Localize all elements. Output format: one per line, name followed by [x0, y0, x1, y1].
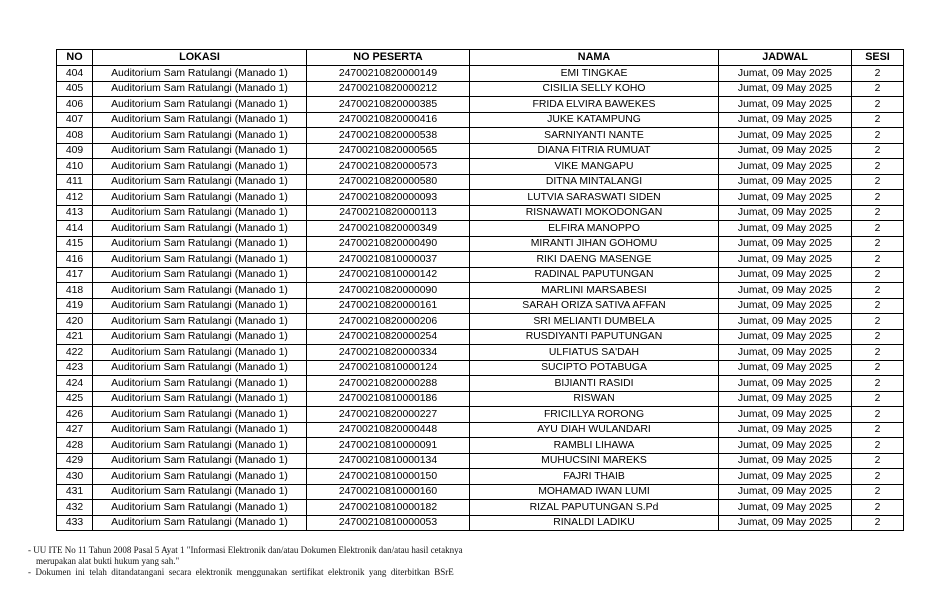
cell-jadwal: Jumat, 09 May 2025: [719, 143, 852, 159]
cell-lokasi: Auditorium Sam Ratulangi (Manado 1): [93, 345, 307, 361]
table-row: [57, 190, 904, 206]
header-row: [57, 50, 904, 66]
table-row: [57, 205, 904, 221]
cell-no: 420: [57, 314, 93, 330]
cell-lokasi: Auditorium Sam Ratulangi (Manado 1): [93, 469, 307, 485]
cell-lokasi: Auditorium Sam Ratulangi (Manado 1): [93, 221, 307, 237]
cell-lokasi: Auditorium Sam Ratulangi (Manado 1): [93, 453, 307, 469]
table-row: [57, 143, 904, 159]
cell-lokasi: Auditorium Sam Ratulangi (Manado 1): [93, 66, 307, 82]
cell-nama: RIKI DAENG MASENGE: [470, 252, 719, 268]
cell-sesi: 2: [852, 81, 904, 97]
table-row: [57, 283, 904, 299]
table-row: [57, 267, 904, 283]
cell-no-peserta: 24700210820000538: [307, 128, 470, 144]
cell-jadwal: Jumat, 09 May 2025: [719, 159, 852, 175]
cell-no: 425: [57, 391, 93, 407]
cell-no-peserta: 24700210810000160: [307, 484, 470, 500]
cell-no: 415: [57, 236, 93, 252]
cell-lokasi: Auditorium Sam Ratulangi (Manado 1): [93, 314, 307, 330]
cell-nama: SARAH ORIZA SATIVA AFFAN: [470, 298, 719, 314]
cell-no-peserta: 24700210820000161: [307, 298, 470, 314]
cell-no-peserta: 24700210820000448: [307, 422, 470, 438]
cell-no-peserta: 24700210820000090: [307, 283, 470, 299]
cell-lokasi: Auditorium Sam Ratulangi (Manado 1): [93, 190, 307, 206]
cell-sesi: 2: [852, 515, 904, 531]
cell-sesi: 2: [852, 391, 904, 407]
cell-jadwal: Jumat, 09 May 2025: [719, 453, 852, 469]
cell-no-peserta: 24700210810000186: [307, 391, 470, 407]
cell-no-peserta: 24700210810000124: [307, 360, 470, 376]
cell-jadwal: Jumat, 09 May 2025: [719, 360, 852, 376]
cell-jadwal: Jumat, 09 May 2025: [719, 329, 852, 345]
cell-no: 422: [57, 345, 93, 361]
table-row: [57, 112, 904, 128]
cell-no: 410: [57, 159, 93, 175]
cell-sesi: 2: [852, 298, 904, 314]
participant-schedule-table: [56, 49, 904, 531]
cell-lokasi: Auditorium Sam Ratulangi (Manado 1): [93, 360, 307, 376]
table-row: [57, 391, 904, 407]
cell-no-peserta: 24700210820000206: [307, 314, 470, 330]
cell-jadwal: Jumat, 09 May 2025: [719, 112, 852, 128]
cell-no: 417: [57, 267, 93, 283]
cell-no: 423: [57, 360, 93, 376]
cell-nama: SUCIPTO POTABUGA: [470, 360, 719, 376]
table-row: [57, 345, 904, 361]
cell-nama: AYU DIAH WULANDARI: [470, 422, 719, 438]
cell-nama: RISNAWATI MOKODONGAN: [470, 205, 719, 221]
cell-no: 411: [57, 174, 93, 190]
table-row: [57, 252, 904, 268]
cell-no: 428: [57, 438, 93, 454]
cell-jadwal: Jumat, 09 May 2025: [719, 66, 852, 82]
cell-jadwal: Jumat, 09 May 2025: [719, 515, 852, 531]
cell-no-peserta: 24700210810000182: [307, 500, 470, 516]
cell-nama: FAJRI THAIB: [470, 469, 719, 485]
cell-no-peserta: 24700210810000091: [307, 438, 470, 454]
cell-nama: LUTVIA SARASWATI SIDEN: [470, 190, 719, 206]
cell-sesi: 2: [852, 469, 904, 485]
cell-sesi: 2: [852, 500, 904, 516]
cell-jadwal: Jumat, 09 May 2025: [719, 221, 852, 237]
cell-sesi: 2: [852, 66, 904, 82]
header-no: NO: [57, 50, 93, 66]
cell-sesi: 2: [852, 376, 904, 392]
cell-no-peserta: 24700210820000349: [307, 221, 470, 237]
cell-no: 418: [57, 283, 93, 299]
table-row: [57, 407, 904, 423]
cell-jadwal: Jumat, 09 May 2025: [719, 252, 852, 268]
table-row: [57, 376, 904, 392]
cell-jadwal: Jumat, 09 May 2025: [719, 205, 852, 221]
legal-footnotes: [28, 545, 908, 578]
cell-lokasi: Auditorium Sam Ratulangi (Manado 1): [93, 515, 307, 531]
table-row: [57, 484, 904, 500]
cell-no: 433: [57, 515, 93, 531]
cell-nama: MOHAMAD IWAN LUMI: [470, 484, 719, 500]
cell-sesi: 2: [852, 329, 904, 345]
cell-no: 424: [57, 376, 93, 392]
cell-no: 431: [57, 484, 93, 500]
footnote-ite-law: - UU ITE No 11 Tahun 2008 Pasal 5 Ayat 1 "Informasi Elektronik dan/atau Dokumen Elektronik dan/atau hasil cetaknya: [28, 545, 463, 555]
cell-nama: RADINAL PAPUTUNGAN: [470, 267, 719, 283]
cell-no: 427: [57, 422, 93, 438]
cell-no-peserta: 24700210810000053: [307, 515, 470, 531]
cell-sesi: 2: [852, 97, 904, 113]
cell-lokasi: Auditorium Sam Ratulangi (Manado 1): [93, 283, 307, 299]
header-lokasi: LOKASI: [93, 50, 307, 66]
cell-lokasi: Auditorium Sam Ratulangi (Manado 1): [93, 422, 307, 438]
cell-sesi: 2: [852, 267, 904, 283]
cell-lokasi: Auditorium Sam Ratulangi (Manado 1): [93, 252, 307, 268]
cell-no-peserta: 24700210820000093: [307, 190, 470, 206]
cell-sesi: 2: [852, 112, 904, 128]
cell-no-peserta: 24700210820000573: [307, 159, 470, 175]
table-row: [57, 500, 904, 516]
cell-no-peserta: 24700210820000580: [307, 174, 470, 190]
cell-lokasi: Auditorium Sam Ratulangi (Manado 1): [93, 205, 307, 221]
cell-nama: DIANA FITRIA RUMUAT: [470, 143, 719, 159]
footnote-ite-law-continued: merupakan alat bukti hukum yang sah.": [36, 556, 180, 566]
table-row: [57, 221, 904, 237]
cell-no: 430: [57, 469, 93, 485]
cell-nama: JUKE KATAMPUNG: [470, 112, 719, 128]
cell-no-peserta: 24700210820000149: [307, 66, 470, 82]
cell-nama: ULFIATUS SA'DAH: [470, 345, 719, 361]
cell-sesi: 2: [852, 283, 904, 299]
cell-no: 404: [57, 66, 93, 82]
cell-sesi: 2: [852, 205, 904, 221]
cell-jadwal: Jumat, 09 May 2025: [719, 376, 852, 392]
cell-nama: DITNA MINTALANGI: [470, 174, 719, 190]
cell-no: 409: [57, 143, 93, 159]
cell-nama: ELFIRA MANOPPO: [470, 221, 719, 237]
cell-no-peserta: 24700210820000227: [307, 407, 470, 423]
cell-sesi: 2: [852, 252, 904, 268]
cell-nama: FRIDA ELVIRA BAWEKES: [470, 97, 719, 113]
cell-lokasi: Auditorium Sam Ratulangi (Manado 1): [93, 298, 307, 314]
cell-no-peserta: 24700210810000037: [307, 252, 470, 268]
cell-jadwal: Jumat, 09 May 2025: [719, 391, 852, 407]
table-row: [57, 298, 904, 314]
cell-jadwal: Jumat, 09 May 2025: [719, 314, 852, 330]
cell-nama: FRICILLYA RORONG: [470, 407, 719, 423]
cell-lokasi: Auditorium Sam Ratulangi (Manado 1): [93, 391, 307, 407]
header-nama: NAMA: [470, 50, 719, 66]
table-header: [57, 50, 904, 66]
table-row: [57, 174, 904, 190]
cell-sesi: 2: [852, 453, 904, 469]
cell-sesi: 2: [852, 360, 904, 376]
table-body: [57, 66, 904, 531]
cell-no-peserta: 24700210810000150: [307, 469, 470, 485]
cell-jadwal: Jumat, 09 May 2025: [719, 438, 852, 454]
cell-no: 419: [57, 298, 93, 314]
cell-lokasi: Auditorium Sam Ratulangi (Manado 1): [93, 159, 307, 175]
table-row: [57, 314, 904, 330]
cell-no: 406: [57, 97, 93, 113]
header-sesi: SESI: [852, 50, 904, 66]
cell-jadwal: Jumat, 09 May 2025: [719, 422, 852, 438]
table-row: [57, 360, 904, 376]
table-row: [57, 438, 904, 454]
cell-sesi: 2: [852, 128, 904, 144]
cell-jadwal: Jumat, 09 May 2025: [719, 267, 852, 283]
cell-jadwal: Jumat, 09 May 2025: [719, 298, 852, 314]
cell-no: 416: [57, 252, 93, 268]
cell-no-peserta: 24700210820000385: [307, 97, 470, 113]
table-row: [57, 329, 904, 345]
table-row: [57, 422, 904, 438]
cell-no-peserta: 24700210810000134: [307, 453, 470, 469]
cell-lokasi: Auditorium Sam Ratulangi (Manado 1): [93, 236, 307, 252]
cell-lokasi: Auditorium Sam Ratulangi (Manado 1): [93, 500, 307, 516]
footnote-electronic-signature: - Dokumen ini telah ditandatangani secara elektronik menggunakan sertifikat elektronik yang diterbitkan BSrE: [28, 567, 454, 577]
cell-lokasi: Auditorium Sam Ratulangi (Manado 1): [93, 81, 307, 97]
table-row: [57, 128, 904, 144]
cell-nama: EMI TINGKAE: [470, 66, 719, 82]
cell-lokasi: Auditorium Sam Ratulangi (Manado 1): [93, 128, 307, 144]
cell-no-peserta: 24700210820000334: [307, 345, 470, 361]
cell-lokasi: Auditorium Sam Ratulangi (Manado 1): [93, 376, 307, 392]
cell-no: 412: [57, 190, 93, 206]
cell-nama: SRI MELIANTI DUMBELA: [470, 314, 719, 330]
cell-sesi: 2: [852, 159, 904, 175]
cell-nama: SARNIYANTI NANTE: [470, 128, 719, 144]
cell-jadwal: Jumat, 09 May 2025: [719, 97, 852, 113]
cell-no: 429: [57, 453, 93, 469]
cell-lokasi: Auditorium Sam Ratulangi (Manado 1): [93, 329, 307, 345]
cell-jadwal: Jumat, 09 May 2025: [719, 128, 852, 144]
cell-no-peserta: 24700210820000254: [307, 329, 470, 345]
cell-jadwal: Jumat, 09 May 2025: [719, 236, 852, 252]
cell-no-peserta: 24700210820000490: [307, 236, 470, 252]
cell-sesi: 2: [852, 438, 904, 454]
cell-no: 405: [57, 81, 93, 97]
cell-jadwal: Jumat, 09 May 2025: [719, 81, 852, 97]
cell-jadwal: Jumat, 09 May 2025: [719, 345, 852, 361]
cell-nama: RINALDI LADIKU: [470, 515, 719, 531]
table-row: [57, 159, 904, 175]
cell-jadwal: Jumat, 09 May 2025: [719, 283, 852, 299]
cell-lokasi: Auditorium Sam Ratulangi (Manado 1): [93, 484, 307, 500]
cell-no: 408: [57, 128, 93, 144]
cell-sesi: 2: [852, 314, 904, 330]
table-row: [57, 453, 904, 469]
cell-no-peserta: 24700210820000565: [307, 143, 470, 159]
table-row: [57, 469, 904, 485]
cell-lokasi: Auditorium Sam Ratulangi (Manado 1): [93, 112, 307, 128]
cell-nama: RISWAN: [470, 391, 719, 407]
cell-nama: VIKE MANGAPU: [470, 159, 719, 175]
cell-lokasi: Auditorium Sam Ratulangi (Manado 1): [93, 143, 307, 159]
cell-nama: CISILIA SELLY KOHO: [470, 81, 719, 97]
cell-sesi: 2: [852, 422, 904, 438]
cell-jadwal: Jumat, 09 May 2025: [719, 190, 852, 206]
cell-jadwal: Jumat, 09 May 2025: [719, 407, 852, 423]
cell-no-peserta: 24700210820000212: [307, 81, 470, 97]
cell-nama: RUSDIYANTI PAPUTUNGAN: [470, 329, 719, 345]
table-row: [57, 66, 904, 82]
cell-sesi: 2: [852, 484, 904, 500]
cell-jadwal: Jumat, 09 May 2025: [719, 174, 852, 190]
table-row: [57, 236, 904, 252]
cell-sesi: 2: [852, 236, 904, 252]
cell-sesi: 2: [852, 190, 904, 206]
table-row: [57, 97, 904, 113]
cell-lokasi: Auditorium Sam Ratulangi (Manado 1): [93, 97, 307, 113]
cell-no-peserta: 24700210810000142: [307, 267, 470, 283]
cell-sesi: 2: [852, 345, 904, 361]
table-row: [57, 515, 904, 531]
cell-no-peserta: 24700210820000288: [307, 376, 470, 392]
cell-jadwal: Jumat, 09 May 2025: [719, 469, 852, 485]
header-jadwal: JADWAL: [719, 50, 852, 66]
cell-no-peserta: 24700210820000416: [307, 112, 470, 128]
cell-no: 426: [57, 407, 93, 423]
cell-nama: MARLINI MARSABESI: [470, 283, 719, 299]
cell-jadwal: Jumat, 09 May 2025: [719, 500, 852, 516]
cell-nama: RAMBLI LIHAWA: [470, 438, 719, 454]
cell-nama: RIZAL PAPUTUNGAN S.Pd: [470, 500, 719, 516]
cell-lokasi: Auditorium Sam Ratulangi (Manado 1): [93, 438, 307, 454]
cell-no: 407: [57, 112, 93, 128]
cell-no: 414: [57, 221, 93, 237]
cell-sesi: 2: [852, 143, 904, 159]
cell-no-peserta: 24700210820000113: [307, 205, 470, 221]
cell-no: 432: [57, 500, 93, 516]
cell-lokasi: Auditorium Sam Ratulangi (Manado 1): [93, 174, 307, 190]
cell-sesi: 2: [852, 221, 904, 237]
cell-nama: BIJIANTI RASIDI: [470, 376, 719, 392]
cell-jadwal: Jumat, 09 May 2025: [719, 484, 852, 500]
cell-sesi: 2: [852, 407, 904, 423]
cell-no: 421: [57, 329, 93, 345]
cell-nama: MUHUCSINI MAREKS: [470, 453, 719, 469]
header-no-peserta: NO PESERTA: [307, 50, 470, 66]
cell-lokasi: Auditorium Sam Ratulangi (Manado 1): [93, 267, 307, 283]
table-row: [57, 81, 904, 97]
cell-lokasi: Auditorium Sam Ratulangi (Manado 1): [93, 407, 307, 423]
cell-sesi: 2: [852, 174, 904, 190]
cell-no: 413: [57, 205, 93, 221]
cell-nama: MIRANTI JIHAN GOHOMU: [470, 236, 719, 252]
